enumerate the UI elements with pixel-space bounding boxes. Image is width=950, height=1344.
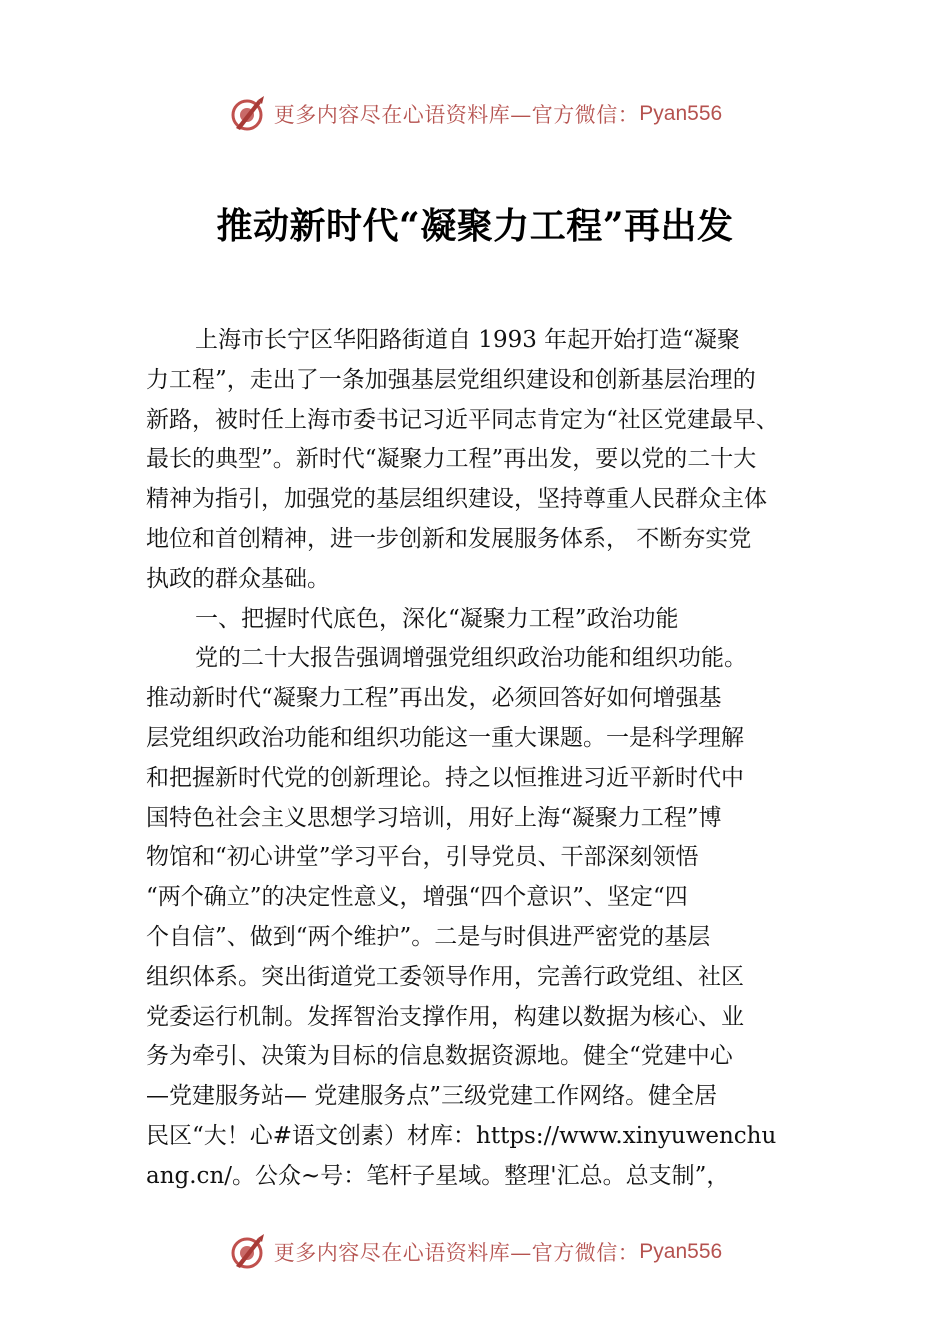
text-line: 党的二十大报告强调增强党组织政治功能和组织功能。 <box>195 645 747 672</box>
text-line: 新路，被时任上海市委书记习近平同志肯定为“社区党建最早、 <box>146 406 779 433</box>
text-line: 推动新时代“凝聚力工程”再出发，必须回答好如何增强基 <box>146 685 722 712</box>
watermark-banner-top <box>0 92 950 136</box>
watermark-text: 更多内容尽在心语资料库—官方微信： <box>273 103 640 127</box>
text-line: 最长的典型”。新时代“凝聚力工程”再出发，要以党的二十大 <box>146 446 757 473</box>
quill-seal-logo-icon <box>228 1232 268 1272</box>
text-line: 组织体系。突出街道党工委领导作用，完善行政党组、社区 <box>146 963 744 990</box>
text-line: 力工程”，走出了一条加强基层党组织建设和创新基层治理的 <box>146 366 756 393</box>
text-line: 个自信”、做到“两个维护”。二是与时俱进严密党的基层 <box>146 923 711 950</box>
quill-seal-logo-icon <box>228 94 268 134</box>
text-line: “两个确立”的决定性意义，增强“四个意识”、坚定“四 <box>146 884 688 911</box>
watermark-wechat-id: Pyan556 <box>639 102 723 125</box>
watermark-banner-bottom <box>0 1230 950 1274</box>
text-line: 地位和首创精神，进一步创新和发展服务体系， 不断夯实党 <box>146 525 752 552</box>
text-line: —党建服务站— 党建服务点”三级党建工作网络。健全居 <box>146 1083 718 1110</box>
text-line: 务为牵引、决策为目标的信息数据资源地。健全“党建中心 <box>146 1043 733 1070</box>
text-line: 执政的群众基础。 <box>146 565 330 592</box>
text-line: 物馆和“初心讲堂”学习平台，引导党员、干部深刻领悟 <box>146 844 699 871</box>
text-line: 和把握新时代党的创新理论。持之以恒推进习近平新时代中 <box>146 764 744 791</box>
text-line: 党委运行机制。发挥智治支撑作用，构建以数据为核心、业 <box>146 1003 744 1030</box>
text-line: ang.cn/。公众~号：笔杆子星域。整理'汇总。总支制”， <box>146 1162 730 1189</box>
document-body <box>146 321 836 1197</box>
document-title: 推动新时代“凝聚力工程”再出发 <box>216 205 734 247</box>
watermark-wechat-id: Pyan556 <box>639 1240 723 1263</box>
text-line: 精神为指引，加强党的基层组织建设，坚持尊重人民群众主体 <box>146 486 767 513</box>
text-line: 民区“大！心#语文创素）材库：https://www.xinyuwenchu <box>146 1122 777 1149</box>
text-line: 上海市长宁区华阳路街道自 1993 年起开始打造“凝聚 <box>195 327 740 353</box>
text-line: 层党组织政治功能和组织功能这一重大课题。一是科学理解 <box>146 724 744 751</box>
watermark-text: 更多内容尽在心语资料库—官方微信： <box>273 1241 640 1265</box>
text-line: 国特色社会主义思想学习培训，用好上海“凝聚力工程”博 <box>146 804 722 831</box>
text-line: 一、把握时代底色，深化“凝聚力工程”政治功能 <box>195 605 679 632</box>
